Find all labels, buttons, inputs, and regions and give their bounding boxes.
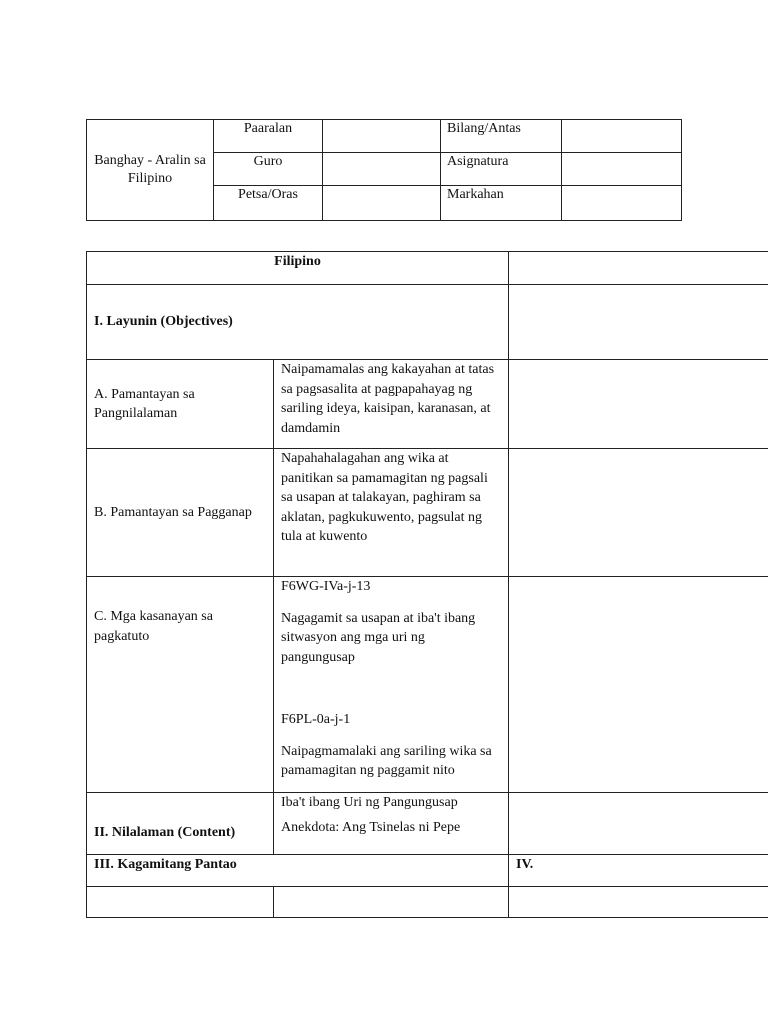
lesson-plan-table [86, 251, 768, 918]
content-label-cell [87, 793, 274, 855]
grade-level-label: Bilang/Antas [441, 120, 562, 153]
content-standard-row [87, 360, 768, 449]
subject-label: Asignatura [441, 153, 562, 186]
objectives-heading: I. Layunin (Objectives) [87, 285, 509, 360]
subject-heading: Filipino [87, 252, 509, 285]
learning-competencies-label: C. Mga kasanayan sa pagkatuto [94, 609, 213, 644]
objectives-side-cell [509, 285, 768, 360]
empty-bottom-row [87, 887, 768, 918]
performance-standard-label: B. Pamantayan sa Pagganap [87, 449, 274, 577]
school-value [323, 120, 441, 153]
subject-side-cell [509, 252, 768, 285]
empty-cell-3 [509, 887, 768, 918]
performance-standard-side-cell [509, 449, 768, 577]
performance-standard-row [87, 449, 768, 577]
competency-code-2: F6PL-0a-j-1 [281, 712, 351, 727]
content-topic: Iba't ibang Uri ng Pangungusap [281, 795, 458, 810]
performance-standard-text: Napahahalagahan ang wika at panitikan sa pamamagitan ng pagsali sa usapan at talakayan, paghiram sa aklatan, pagkukuwento, pagsulat ng tula at kuwento [274, 449, 509, 577]
teacher-label: Guro [214, 153, 323, 186]
date-time-label: Petsa/Oras [214, 186, 323, 221]
lesson-plan-title: Banghay - Aralin sa Filipino [87, 120, 214, 221]
content-row [87, 793, 768, 855]
empty-cell-2 [274, 887, 509, 918]
header-row-school [87, 120, 682, 153]
competency-code-1: F6WG-IVa-j-13 [281, 579, 371, 594]
competency-text-2: Naipagmamalaki ang sariling wika sa pamamagitan ng paggamit nito [281, 743, 492, 778]
content-label: II. Nilalaman (Content) [94, 825, 236, 840]
subject-value [562, 153, 682, 186]
content-side-cell [509, 793, 768, 855]
empty-cell-1 [87, 887, 274, 918]
teacher-value [323, 153, 441, 186]
quarter-label: Markahan [441, 186, 562, 221]
content-story: Anekdota: Ang Tsinelas ni Pepe [281, 819, 461, 835]
materials-row [87, 855, 768, 887]
content-standard-label: A. Pamantayan sa Pangnilalaman [87, 360, 274, 449]
materials-heading: III. Kagamitang Pantao [87, 855, 509, 887]
competency-text-1: Nagagamit sa usapan at iba't ibang sitwasyon ang mga uri ng pangungusap [281, 610, 476, 665]
content-standard-text: Naipamamalas ang kakayahan at tatas sa pagsasalita at pagpapahayag ng sariling ideya, kaisipan, karanasan, at damdamin [274, 360, 509, 449]
content-text-cell [274, 793, 509, 855]
section-iv-heading: IV. [509, 855, 768, 887]
grade-level-value [562, 120, 682, 153]
objectives-row [87, 285, 768, 360]
learning-competencies-row [87, 577, 768, 793]
date-time-value [323, 186, 441, 221]
lesson-plan-header-table [86, 119, 682, 221]
quarter-value [562, 186, 682, 221]
learning-competencies-text-cell [274, 577, 509, 793]
school-label: Paaralan [214, 120, 323, 153]
learning-competencies-label-cell [87, 577, 274, 793]
content-standard-side-cell [509, 360, 768, 449]
learning-competencies-side-cell [509, 577, 768, 793]
subject-row [87, 252, 768, 285]
